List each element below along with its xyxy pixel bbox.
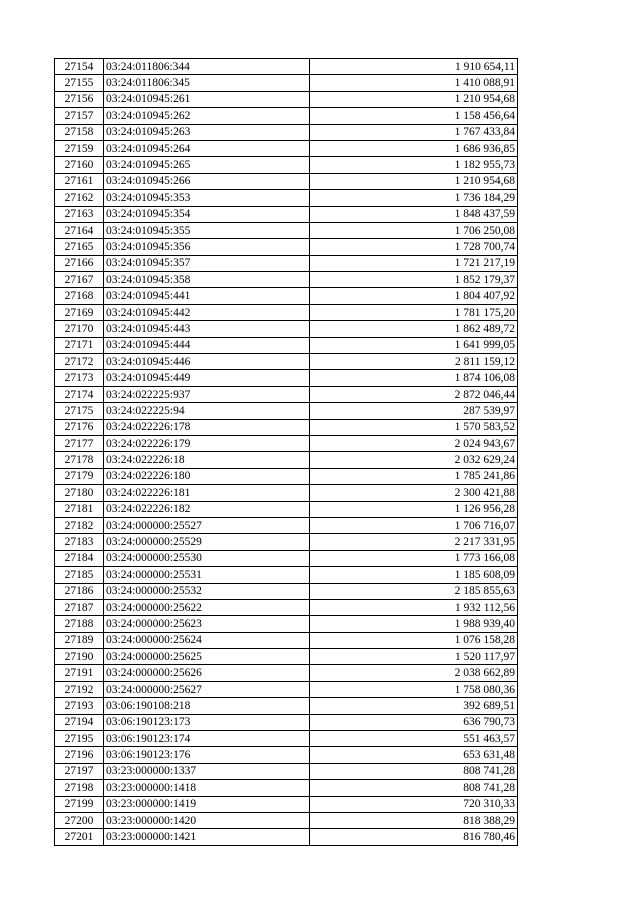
value-cell: 1 988 939,40 <box>310 616 518 632</box>
cadastral-number-cell: 03:24:010945:355 <box>104 222 310 238</box>
table-row <box>55 599 518 615</box>
cadastral-number-cell: 03:24:010945:449 <box>104 370 310 386</box>
value-cell: 1 852 179,37 <box>310 272 518 288</box>
value-cell: 2 872 046,44 <box>310 386 518 402</box>
cadastral-number-cell: 03:24:022226:178 <box>104 419 310 435</box>
table-row <box>55 665 518 681</box>
table-row <box>55 206 518 222</box>
row-number-cell: 27185 <box>55 567 104 583</box>
row-number-cell: 27180 <box>55 485 104 501</box>
table-row <box>55 452 518 468</box>
table-row <box>55 550 518 566</box>
row-number-cell: 27169 <box>55 304 104 320</box>
table-row <box>55 354 518 370</box>
value-cell: 1 736 184,29 <box>310 190 518 206</box>
value-cell: 1 874 106,08 <box>310 370 518 386</box>
table-row <box>55 485 518 501</box>
cadastral-number-cell: 03:24:000000:25531 <box>104 567 310 583</box>
row-number-cell: 27172 <box>55 354 104 370</box>
table-row <box>55 649 518 665</box>
row-number-cell: 27190 <box>55 649 104 665</box>
row-number-cell: 27178 <box>55 452 104 468</box>
cadastral-number-cell: 03:24:010945:356 <box>104 239 310 255</box>
cadastral-number-cell: 03:23:000000:1421 <box>104 829 310 845</box>
value-cell: 1 158 456,64 <box>310 108 518 124</box>
row-number-cell: 27168 <box>55 288 104 304</box>
table-row <box>55 567 518 583</box>
cadastral-number-cell: 03:24:000000:25532 <box>104 583 310 599</box>
table-row <box>55 190 518 206</box>
row-number-cell: 27177 <box>55 435 104 451</box>
table-row <box>55 272 518 288</box>
table-row <box>55 796 518 812</box>
value-cell: 720 310,33 <box>310 796 518 812</box>
cadastral-number-cell: 03:06:190123:173 <box>104 714 310 730</box>
value-cell: 1 773 166,08 <box>310 550 518 566</box>
value-cell: 2 300 421,88 <box>310 485 518 501</box>
value-cell: 808 741,28 <box>310 780 518 796</box>
cadastral-number-cell: 03:23:000000:1420 <box>104 812 310 828</box>
cadastral-number-cell: 03:23:000000:1419 <box>104 796 310 812</box>
table-row <box>55 731 518 747</box>
table-row <box>55 124 518 140</box>
table-row <box>55 321 518 337</box>
value-cell: 1 520 117,97 <box>310 649 518 665</box>
row-number-cell: 27155 <box>55 75 104 91</box>
table-row <box>55 386 518 402</box>
row-number-cell: 27163 <box>55 206 104 222</box>
cadastral-number-cell: 03:24:011806:344 <box>104 59 310 75</box>
row-number-cell: 27164 <box>55 222 104 238</box>
cadastral-number-cell: 03:24:000000:25625 <box>104 649 310 665</box>
table-row <box>55 59 518 75</box>
value-cell: 808 741,28 <box>310 763 518 779</box>
value-cell: 1 210 954,68 <box>310 173 518 189</box>
cadastral-number-cell: 03:24:000000:25527 <box>104 517 310 533</box>
row-number-cell: 27176 <box>55 419 104 435</box>
row-number-cell: 27165 <box>55 239 104 255</box>
cadastral-number-cell: 03:24:000000:25622 <box>104 599 310 615</box>
value-cell: 1 706 716,07 <box>310 517 518 533</box>
row-number-cell: 27201 <box>55 829 104 845</box>
row-number-cell: 27159 <box>55 140 104 156</box>
row-number-cell: 27193 <box>55 698 104 714</box>
table-row <box>55 140 518 156</box>
row-number-cell: 27157 <box>55 108 104 124</box>
row-number-cell: 27200 <box>55 812 104 828</box>
table-row <box>55 222 518 238</box>
value-cell: 636 790,73 <box>310 714 518 730</box>
row-number-cell: 27158 <box>55 124 104 140</box>
value-cell: 1 076 158,28 <box>310 632 518 648</box>
value-cell: 1 785 241,86 <box>310 468 518 484</box>
value-cell: 1 728 700,74 <box>310 239 518 255</box>
value-cell: 1 410 088,91 <box>310 75 518 91</box>
value-cell: 1 641 999,05 <box>310 337 518 353</box>
value-cell: 1 210 954,68 <box>310 91 518 107</box>
cadastral-number-cell: 03:24:010945:444 <box>104 337 310 353</box>
cadastral-number-cell: 03:24:010945:357 <box>104 255 310 271</box>
value-cell: 1 126 956,28 <box>310 501 518 517</box>
cadastral-number-cell: 03:06:190108:218 <box>104 698 310 714</box>
table-row <box>55 780 518 796</box>
cadastral-number-cell: 03:24:000000:25626 <box>104 665 310 681</box>
table-row <box>55 632 518 648</box>
table-row <box>55 681 518 697</box>
cadastral-number-cell: 03:24:022226:180 <box>104 468 310 484</box>
row-number-cell: 27167 <box>55 272 104 288</box>
table-row <box>55 157 518 173</box>
cadastral-number-cell: 03:06:190123:174 <box>104 731 310 747</box>
value-cell: 1 706 250,08 <box>310 222 518 238</box>
row-number-cell: 27188 <box>55 616 104 632</box>
row-number-cell: 27186 <box>55 583 104 599</box>
value-cell: 2 038 662,89 <box>310 665 518 681</box>
cadastral-number-cell: 03:24:010945:266 <box>104 173 310 189</box>
cadastral-number-cell: 03:24:010945:354 <box>104 206 310 222</box>
cadastral-number-cell: 03:24:010945:353 <box>104 190 310 206</box>
row-number-cell: 27196 <box>55 747 104 763</box>
value-cell: 2 024 943,67 <box>310 435 518 451</box>
value-cell: 1 182 955,73 <box>310 157 518 173</box>
row-number-cell: 27192 <box>55 681 104 697</box>
table-row <box>55 501 518 517</box>
row-number-cell: 27181 <box>55 501 104 517</box>
row-number-cell: 27194 <box>55 714 104 730</box>
cadastral-number-cell: 03:24:010945:264 <box>104 140 310 156</box>
table-row <box>55 288 518 304</box>
row-number-cell: 27195 <box>55 731 104 747</box>
value-cell: 1 185 608,09 <box>310 567 518 583</box>
row-number-cell: 27191 <box>55 665 104 681</box>
table-row <box>55 812 518 828</box>
cadastral-number-cell: 03:24:010945:443 <box>104 321 310 337</box>
value-cell: 2 217 331,95 <box>310 534 518 550</box>
row-number-cell: 27184 <box>55 550 104 566</box>
cadastral-number-cell: 03:24:011806:345 <box>104 75 310 91</box>
table-row <box>55 714 518 730</box>
row-number-cell: 27187 <box>55 599 104 615</box>
row-number-cell: 27174 <box>55 386 104 402</box>
cadastral-number-cell: 03:24:022226:179 <box>104 435 310 451</box>
row-number-cell: 27182 <box>55 517 104 533</box>
table-row <box>55 583 518 599</box>
value-cell: 1 686 936,85 <box>310 140 518 156</box>
row-number-cell: 27198 <box>55 780 104 796</box>
value-cell: 1 910 654,11 <box>310 59 518 75</box>
table-row <box>55 698 518 714</box>
value-cell: 653 631,48 <box>310 747 518 763</box>
row-number-cell: 27183 <box>55 534 104 550</box>
cadastral-number-cell: 03:24:000000:25530 <box>104 550 310 566</box>
cadastral-number-cell: 03:24:000000:25627 <box>104 681 310 697</box>
value-cell: 818 388,29 <box>310 812 518 828</box>
cadastral-number-cell: 03:23:000000:1418 <box>104 780 310 796</box>
row-number-cell: 27160 <box>55 157 104 173</box>
value-cell: 1 767 433,84 <box>310 124 518 140</box>
cadastral-number-cell: 03:24:000000:25623 <box>104 616 310 632</box>
table-row <box>55 829 518 845</box>
cadastral-number-cell: 03:24:022226:182 <box>104 501 310 517</box>
cadastral-number-cell: 03:24:022225:937 <box>104 386 310 402</box>
table-row <box>55 91 518 107</box>
cadastral-number-cell: 03:23:000000:1337 <box>104 763 310 779</box>
row-number-cell: 27173 <box>55 370 104 386</box>
cadastral-number-cell: 03:24:010945:265 <box>104 157 310 173</box>
row-number-cell: 27175 <box>55 403 104 419</box>
row-number-cell: 27199 <box>55 796 104 812</box>
table-row <box>55 763 518 779</box>
cadastral-number-cell: 03:24:010945:261 <box>104 91 310 107</box>
table-row <box>55 337 518 353</box>
value-cell: 551 463,57 <box>310 731 518 747</box>
table-row <box>55 419 518 435</box>
cadastral-number-cell: 03:24:010945:446 <box>104 354 310 370</box>
value-cell: 1 932 112,56 <box>310 599 518 615</box>
row-number-cell: 27170 <box>55 321 104 337</box>
cadastral-number-cell: 03:24:022225:94 <box>104 403 310 419</box>
value-cell: 1 758 080,36 <box>310 681 518 697</box>
table-row <box>55 108 518 124</box>
table-row <box>55 747 518 763</box>
row-number-cell: 27179 <box>55 468 104 484</box>
row-number-cell: 27162 <box>55 190 104 206</box>
value-cell: 287 539,97 <box>310 403 518 419</box>
cadastral-value-table <box>54 58 518 846</box>
cadastral-number-cell: 03:24:010945:262 <box>104 108 310 124</box>
value-cell: 2 811 159,12 <box>310 354 518 370</box>
row-number-cell: 27197 <box>55 763 104 779</box>
value-cell: 1 570 583,52 <box>310 419 518 435</box>
table-body <box>55 59 518 846</box>
value-cell: 392 689,51 <box>310 698 518 714</box>
table-row <box>55 517 518 533</box>
table-row <box>55 370 518 386</box>
value-cell: 1 804 407,92 <box>310 288 518 304</box>
value-cell: 1 721 217,19 <box>310 255 518 271</box>
row-number-cell: 27189 <box>55 632 104 648</box>
cadastral-number-cell: 03:24:022226:18 <box>104 452 310 468</box>
table-row <box>55 403 518 419</box>
value-cell: 2 185 855,63 <box>310 583 518 599</box>
value-cell: 1 862 489,72 <box>310 321 518 337</box>
cadastral-number-cell: 03:06:190123:176 <box>104 747 310 763</box>
row-number-cell: 27161 <box>55 173 104 189</box>
cadastral-number-cell: 03:24:010945:442 <box>104 304 310 320</box>
cadastral-number-cell: 03:24:010945:263 <box>104 124 310 140</box>
value-cell: 2 032 629,24 <box>310 452 518 468</box>
table-row <box>55 304 518 320</box>
table-row <box>55 75 518 91</box>
table-row <box>55 255 518 271</box>
table-row <box>55 435 518 451</box>
row-number-cell: 27156 <box>55 91 104 107</box>
cadastral-number-cell: 03:24:022226:181 <box>104 485 310 501</box>
row-number-cell: 27166 <box>55 255 104 271</box>
row-number-cell: 27154 <box>55 59 104 75</box>
table-row <box>55 616 518 632</box>
cadastral-number-cell: 03:24:010945:441 <box>104 288 310 304</box>
cadastral-number-cell: 03:24:000000:25529 <box>104 534 310 550</box>
cadastral-number-cell: 03:24:010945:358 <box>104 272 310 288</box>
cadastral-number-cell: 03:24:000000:25624 <box>104 632 310 648</box>
table-row <box>55 534 518 550</box>
value-cell: 1 781 175,20 <box>310 304 518 320</box>
table-row <box>55 239 518 255</box>
table-row <box>55 173 518 189</box>
value-cell: 1 848 437,59 <box>310 206 518 222</box>
row-number-cell: 27171 <box>55 337 104 353</box>
table-row <box>55 468 518 484</box>
value-cell: 816 780,46 <box>310 829 518 845</box>
